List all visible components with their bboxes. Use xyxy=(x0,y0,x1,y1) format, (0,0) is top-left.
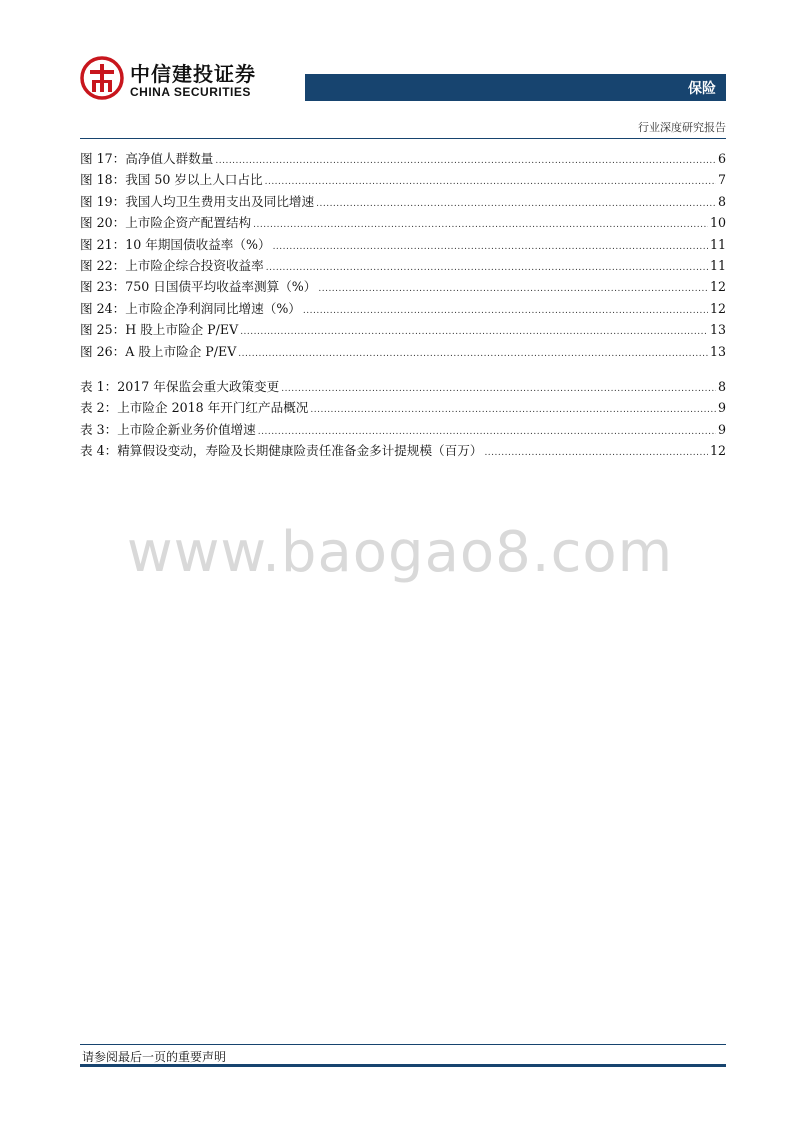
toc-entry-figure-21[interactable] xyxy=(80,234,726,255)
toc-entry-figure-24[interactable] xyxy=(80,298,726,319)
section-banner xyxy=(305,74,726,101)
toc-entry-page: 13 xyxy=(709,343,726,359)
leader-dots xyxy=(215,156,716,166)
header-divider xyxy=(80,138,726,139)
page-header xyxy=(80,56,726,104)
leader-dots xyxy=(258,427,716,437)
toc-entry-label: 图 25：H 股上市险企 P/EV xyxy=(80,322,239,338)
footer-disclaimer: 请参阅最后一页的重要声明 xyxy=(82,1050,227,1064)
toc-entry-label: 表 3：上市险企新业务价值增速 xyxy=(80,421,256,437)
china-securities-logo-icon xyxy=(80,56,124,100)
toc-entry-table-4[interactable] xyxy=(80,440,726,461)
leader-dots xyxy=(484,448,708,458)
leader-dots xyxy=(253,220,708,230)
report-type: 行业深度研究报告 xyxy=(638,121,726,134)
toc-entry-figure-19[interactable] xyxy=(80,191,726,212)
leader-dots xyxy=(265,177,716,187)
toc-entry-figure-18[interactable] xyxy=(80,169,726,190)
leader-dots xyxy=(303,306,708,316)
leader-dots xyxy=(266,263,708,273)
toc-entry-figure-25[interactable] xyxy=(80,319,726,340)
leader-dots xyxy=(316,199,716,209)
brand-name-en: CHINA SECURITIES xyxy=(130,85,251,99)
toc-entry-page: 11 xyxy=(709,236,726,252)
toc-entry-figure-17[interactable] xyxy=(80,148,726,169)
toc-entry-label: 图 18：我国 50 岁以上人口占比 xyxy=(80,172,263,188)
leader-dots xyxy=(273,242,708,252)
section-label: 保险 xyxy=(688,81,716,97)
leader-dots xyxy=(240,327,708,337)
leader-dots xyxy=(238,349,708,359)
toc-entry-page: 6 xyxy=(717,151,726,166)
toc-entry-page: 8 xyxy=(717,193,726,209)
toc-entry-page: 12 xyxy=(709,443,726,459)
toc-entry-label: 图 23：750 日国债平均收益率测算（%） xyxy=(80,279,317,295)
toc-entry-page: 7 xyxy=(717,172,726,188)
toc-entry-label: 表 4：精算假设变动，寿险及长期健康险责任准备金多计提规模（百万） xyxy=(80,443,483,459)
toc-entry-page: 12 xyxy=(709,300,726,316)
brand-name-cn: 中信建投证券 xyxy=(130,62,256,86)
toc-entry-label: 表 2：上市险企 2018 年开门红产品概况 xyxy=(80,400,309,416)
toc-entry-page: 9 xyxy=(717,400,726,416)
toc-entry-label: 图 26：A 股上市险企 P/EV xyxy=(80,343,237,359)
watermark: www.baogao8.com xyxy=(126,520,674,585)
toc-entry-figure-26[interactable] xyxy=(80,341,726,362)
toc-entry-page: 11 xyxy=(709,257,726,273)
table-of-figures xyxy=(80,148,726,461)
toc-entry-label: 图 20：上市险企资产配置结构 xyxy=(80,215,252,231)
toc-entry-figure-20[interactable] xyxy=(80,212,726,233)
toc-entry-label: 图 21：10 年期国债收益率（%） xyxy=(80,236,271,252)
toc-entry-page: 13 xyxy=(709,322,726,338)
toc-entry-figure-23[interactable] xyxy=(80,276,726,297)
toc-entry-page: 10 xyxy=(709,215,726,231)
toc-entry-label: 表 1：2017 年保监会重大政策变更 xyxy=(80,378,280,394)
toc-entry-figure-22[interactable] xyxy=(80,255,726,276)
footer-bar xyxy=(80,1064,726,1067)
toc-entry-label: 图 22：上市险企综合投资收益率 xyxy=(80,257,264,273)
section-gap xyxy=(80,362,726,376)
toc-entry-page: 9 xyxy=(717,421,726,437)
toc-entry-table-3[interactable] xyxy=(80,419,726,440)
toc-entry-label: 图 24：上市险企净利润同比增速（%） xyxy=(80,300,301,316)
footer-divider xyxy=(80,1044,726,1045)
toc-entry-label: 图 19：我国人均卫生费用支出及同比增速 xyxy=(80,193,315,209)
toc-entry-page: 8 xyxy=(717,378,726,394)
toc-entry-label: 图 17：高净值人群数量 xyxy=(80,151,214,166)
toc-entry-table-2[interactable] xyxy=(80,397,726,418)
leader-dots xyxy=(281,384,716,394)
toc-entry-page: 12 xyxy=(709,279,726,295)
toc-entry-table-1[interactable] xyxy=(80,376,726,397)
leader-dots xyxy=(310,405,716,415)
leader-dots xyxy=(318,284,708,294)
